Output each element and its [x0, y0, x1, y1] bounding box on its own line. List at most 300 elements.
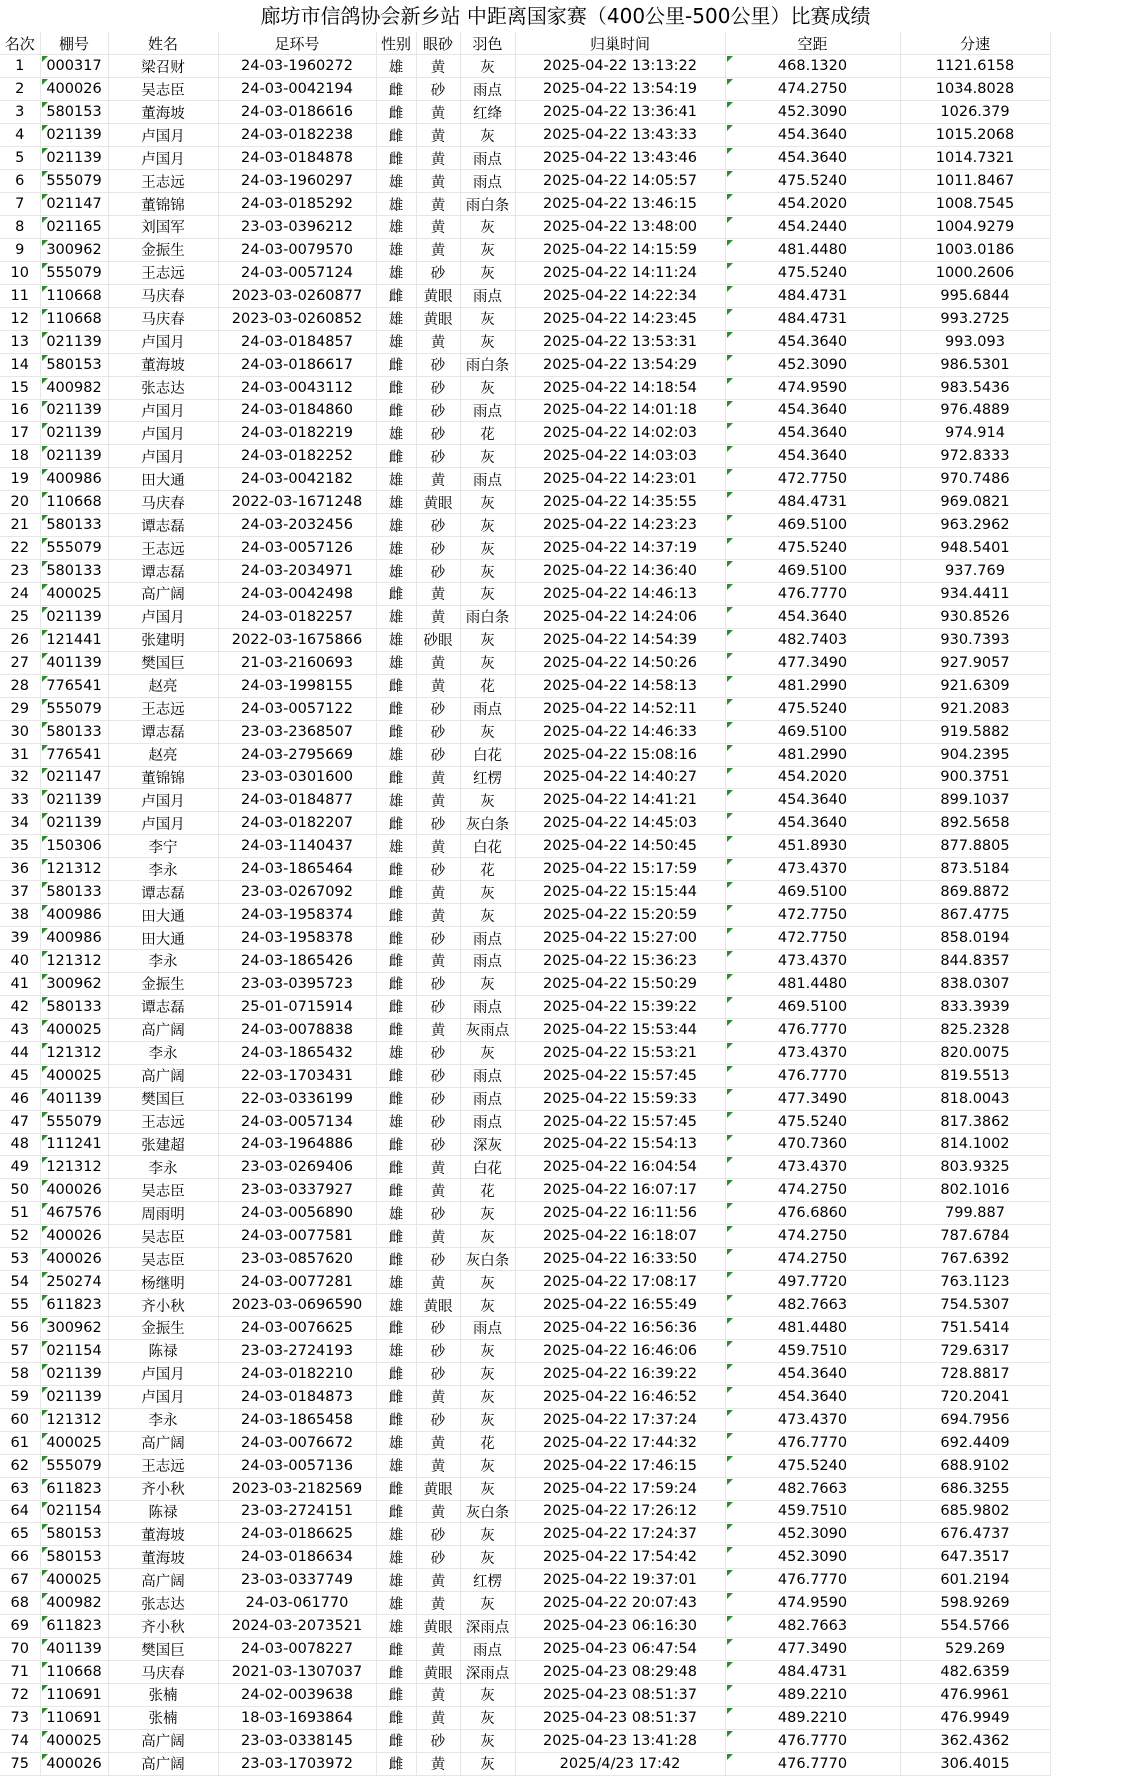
name-cell[interactable]: 陈禄: [108, 1500, 218, 1523]
speed-cell[interactable]: 476.9961: [900, 1684, 1050, 1707]
speed-cell[interactable]: 963.2962: [900, 514, 1050, 537]
speed-cell[interactable]: 986.5301: [900, 353, 1050, 376]
ring-cell[interactable]: 18-03-1693864: [218, 1706, 376, 1729]
color-cell[interactable]: 灰: [460, 238, 515, 261]
name-cell[interactable]: 谭志磊: [108, 560, 218, 583]
sex-cell[interactable]: 雄: [376, 651, 416, 674]
color-cell[interactable]: 灰: [460, 720, 515, 743]
eye-cell[interactable]: 砂: [416, 720, 460, 743]
speed-cell[interactable]: 833.3939: [900, 995, 1050, 1018]
eye-cell[interactable]: 黄: [416, 1156, 460, 1179]
arrival-cell[interactable]: 2025-04-22 16:07:17: [515, 1179, 725, 1202]
loft-cell[interactable]: 021139: [40, 330, 108, 353]
loft-cell[interactable]: 400026: [40, 1225, 108, 1248]
sex-cell[interactable]: 雌: [376, 1385, 416, 1408]
sex-cell[interactable]: 雌: [376, 1317, 416, 1340]
distance-cell[interactable]: 469.5100: [725, 560, 900, 583]
sex-cell[interactable]: 雄: [376, 1041, 416, 1064]
eye-cell[interactable]: 砂: [416, 514, 460, 537]
distance-cell[interactable]: 454.3640: [725, 1362, 900, 1385]
ring-cell[interactable]: 2023-03-0696590: [218, 1294, 376, 1317]
color-cell[interactable]: 灰: [460, 1294, 515, 1317]
speed-cell[interactable]: 799.887: [900, 1202, 1050, 1225]
arrival-cell[interactable]: 2025-04-22 15:17:59: [515, 858, 725, 881]
color-cell[interactable]: 灰: [460, 537, 515, 560]
color-cell[interactable]: 花: [460, 422, 515, 445]
sex-cell[interactable]: 雄: [376, 1271, 416, 1294]
loft-cell[interactable]: 021147: [40, 766, 108, 789]
distance-cell[interactable]: 452.3090: [725, 101, 900, 124]
name-cell[interactable]: 卢国月: [108, 399, 218, 422]
eye-cell[interactable]: 黄: [416, 835, 460, 858]
arrival-cell[interactable]: 2025-04-22 15:39:22: [515, 995, 725, 1018]
speed-cell[interactable]: 995.6844: [900, 284, 1050, 307]
rank-cell[interactable]: 55: [0, 1294, 40, 1317]
speed-cell[interactable]: 921.2083: [900, 697, 1050, 720]
arrival-cell[interactable]: 2025-04-22 14:46:33: [515, 720, 725, 743]
ring-cell[interactable]: 23-03-0338145: [218, 1729, 376, 1752]
speed-cell[interactable]: 919.5882: [900, 720, 1050, 743]
sex-cell[interactable]: 雌: [376, 1638, 416, 1661]
loft-cell[interactable]: 400025: [40, 1018, 108, 1041]
ring-cell[interactable]: 24-03-0057136: [218, 1454, 376, 1477]
sex-cell[interactable]: 雌: [376, 1752, 416, 1775]
speed-cell[interactable]: 937.769: [900, 560, 1050, 583]
ring-cell[interactable]: 24-03-0057124: [218, 261, 376, 284]
sex-cell[interactable]: 雌: [376, 1684, 416, 1707]
speed-cell[interactable]: 970.7486: [900, 468, 1050, 491]
name-cell[interactable]: 金振生: [108, 238, 218, 261]
rank-cell[interactable]: 62: [0, 1454, 40, 1477]
loft-cell[interactable]: 110668: [40, 1661, 108, 1684]
sex-cell[interactable]: 雌: [376, 1133, 416, 1156]
loft-cell[interactable]: 121312: [40, 1408, 108, 1431]
color-cell[interactable]: 灰: [460, 560, 515, 583]
rank-cell[interactable]: 40: [0, 950, 40, 973]
rank-cell[interactable]: 66: [0, 1546, 40, 1569]
eye-cell[interactable]: 砂: [416, 743, 460, 766]
distance-cell[interactable]: 454.3640: [725, 445, 900, 468]
distance-cell[interactable]: 454.3640: [725, 1385, 900, 1408]
ring-cell[interactable]: 24-03-1960272: [218, 55, 376, 78]
speed-cell[interactable]: 825.2328: [900, 1018, 1050, 1041]
ring-cell[interactable]: 23-03-2368507: [218, 720, 376, 743]
rank-cell[interactable]: 3: [0, 101, 40, 124]
distance-cell[interactable]: 476.7770: [725, 1752, 900, 1775]
distance-cell[interactable]: 470.7360: [725, 1133, 900, 1156]
arrival-cell[interactable]: 2025-04-22 14:05:57: [515, 170, 725, 193]
distance-cell[interactable]: 475.5240: [725, 1454, 900, 1477]
eye-cell[interactable]: 黄: [416, 170, 460, 193]
arrival-cell[interactable]: 2025-04-22 14:23:45: [515, 307, 725, 330]
arrival-cell[interactable]: 2025-04-22 14:35:55: [515, 491, 725, 514]
eye-cell[interactable]: 黄眼: [416, 1661, 460, 1684]
sex-cell[interactable]: 雌: [376, 674, 416, 697]
sex-cell[interactable]: 雄: [376, 468, 416, 491]
name-cell[interactable]: 卢国月: [108, 1362, 218, 1385]
speed-cell[interactable]: 729.6317: [900, 1339, 1050, 1362]
speed-cell[interactable]: 1034.8028: [900, 78, 1050, 101]
name-cell[interactable]: 马庆春: [108, 491, 218, 514]
name-cell[interactable]: 齐小秋: [108, 1615, 218, 1638]
eye-cell[interactable]: 黄: [416, 950, 460, 973]
distance-cell[interactable]: 473.4370: [725, 950, 900, 973]
speed-cell[interactable]: 720.2041: [900, 1385, 1050, 1408]
name-cell[interactable]: 金振生: [108, 972, 218, 995]
color-cell[interactable]: 灰: [460, 330, 515, 353]
loft-cell[interactable]: 021139: [40, 124, 108, 147]
rank-cell[interactable]: 58: [0, 1362, 40, 1385]
col-header-distance[interactable]: 空距: [725, 32, 900, 55]
loft-cell[interactable]: 110668: [40, 491, 108, 514]
sex-cell[interactable]: 雌: [376, 1477, 416, 1500]
loft-cell[interactable]: 580133: [40, 995, 108, 1018]
ring-cell[interactable]: 24-03-0078227: [218, 1638, 376, 1661]
color-cell[interactable]: 雨白条: [460, 605, 515, 628]
arrival-cell[interactable]: 2025-04-22 14:45:03: [515, 812, 725, 835]
arrival-cell[interactable]: 2025-04-22 13:54:19: [515, 78, 725, 101]
name-cell[interactable]: 王志远: [108, 170, 218, 193]
speed-cell[interactable]: 1004.9279: [900, 216, 1050, 239]
distance-cell[interactable]: 476.6860: [725, 1202, 900, 1225]
arrival-cell[interactable]: 2025-04-22 14:36:40: [515, 560, 725, 583]
speed-cell[interactable]: 1000.2606: [900, 261, 1050, 284]
color-cell[interactable]: 灰: [460, 628, 515, 651]
rank-cell[interactable]: 15: [0, 376, 40, 399]
arrival-cell[interactable]: 2025-04-22 16:56:36: [515, 1317, 725, 1340]
distance-cell[interactable]: 454.3640: [725, 812, 900, 835]
distance-cell[interactable]: 484.4731: [725, 307, 900, 330]
col-header-loft[interactable]: 棚号: [40, 32, 108, 55]
distance-cell[interactable]: 454.3640: [725, 330, 900, 353]
ring-cell[interactable]: 24-03-0057122: [218, 697, 376, 720]
rank-cell[interactable]: 37: [0, 881, 40, 904]
eye-cell[interactable]: 砂眼: [416, 628, 460, 651]
loft-cell[interactable]: 021139: [40, 147, 108, 170]
speed-cell[interactable]: 983.5436: [900, 376, 1050, 399]
color-cell[interactable]: 灰: [460, 1408, 515, 1431]
eye-cell[interactable]: 砂: [416, 1317, 460, 1340]
rank-cell[interactable]: 45: [0, 1064, 40, 1087]
eye-cell[interactable]: 砂: [416, 1064, 460, 1087]
distance-cell[interactable]: 476.7770: [725, 1729, 900, 1752]
arrival-cell[interactable]: 2025-04-22 20:07:43: [515, 1592, 725, 1615]
loft-cell[interactable]: 121312: [40, 1156, 108, 1179]
color-cell[interactable]: 灰: [460, 1523, 515, 1546]
loft-cell[interactable]: 110668: [40, 307, 108, 330]
loft-cell[interactable]: 611823: [40, 1477, 108, 1500]
color-cell[interactable]: 灰白条: [460, 1500, 515, 1523]
distance-cell[interactable]: 475.5240: [725, 697, 900, 720]
distance-cell[interactable]: 476.7770: [725, 1018, 900, 1041]
speed-cell[interactable]: 763.1123: [900, 1271, 1050, 1294]
rank-cell[interactable]: 23: [0, 560, 40, 583]
rank-cell[interactable]: 57: [0, 1339, 40, 1362]
name-cell[interactable]: 吴志臣: [108, 1225, 218, 1248]
sex-cell[interactable]: 雄: [376, 514, 416, 537]
loft-cell[interactable]: 580153: [40, 353, 108, 376]
rank-cell[interactable]: 2: [0, 78, 40, 101]
loft-cell[interactable]: 400982: [40, 1592, 108, 1615]
color-cell[interactable]: 灰: [460, 307, 515, 330]
distance-cell[interactable]: 473.4370: [725, 858, 900, 881]
color-cell[interactable]: 红楞: [460, 1569, 515, 1592]
arrival-cell[interactable]: 2025-04-22 14:02:03: [515, 422, 725, 445]
distance-cell[interactable]: 477.3490: [725, 651, 900, 674]
color-cell[interactable]: 雨点: [460, 697, 515, 720]
name-cell[interactable]: 王志远: [108, 697, 218, 720]
col-header-speed[interactable]: 分速: [900, 32, 1050, 55]
speed-cell[interactable]: 476.9949: [900, 1706, 1050, 1729]
distance-cell[interactable]: 473.4370: [725, 1156, 900, 1179]
rank-cell[interactable]: 50: [0, 1179, 40, 1202]
distance-cell[interactable]: 472.7750: [725, 927, 900, 950]
arrival-cell[interactable]: 2025-04-22 14:41:21: [515, 789, 725, 812]
distance-cell[interactable]: 481.4480: [725, 238, 900, 261]
sex-cell[interactable]: 雄: [376, 605, 416, 628]
sex-cell[interactable]: 雄: [376, 1339, 416, 1362]
speed-cell[interactable]: 814.1002: [900, 1133, 1050, 1156]
distance-cell[interactable]: 476.7770: [725, 583, 900, 606]
ring-cell[interactable]: 23-03-0395723: [218, 972, 376, 995]
rank-cell[interactable]: 49: [0, 1156, 40, 1179]
rank-cell[interactable]: 36: [0, 858, 40, 881]
eye-cell[interactable]: 黄: [416, 1271, 460, 1294]
arrival-cell[interactable]: 2025-04-22 16:46:06: [515, 1339, 725, 1362]
speed-cell[interactable]: 993.093: [900, 330, 1050, 353]
eye-cell[interactable]: 黄: [416, 1684, 460, 1707]
color-cell[interactable]: 雨点: [460, 927, 515, 950]
loft-cell[interactable]: 580133: [40, 560, 108, 583]
col-header-arrival[interactable]: 归巢时间: [515, 32, 725, 55]
color-cell[interactable]: 灰: [460, 1684, 515, 1707]
loft-cell[interactable]: 400025: [40, 1569, 108, 1592]
distance-cell[interactable]: 477.3490: [725, 1638, 900, 1661]
rank-cell[interactable]: 75: [0, 1752, 40, 1775]
color-cell[interactable]: 灰: [460, 651, 515, 674]
sex-cell[interactable]: 雌: [376, 995, 416, 1018]
speed-cell[interactable]: 838.0307: [900, 972, 1050, 995]
loft-cell[interactable]: 021139: [40, 399, 108, 422]
arrival-cell[interactable]: 2025-04-22 14:52:11: [515, 697, 725, 720]
sex-cell[interactable]: 雌: [376, 881, 416, 904]
distance-cell[interactable]: 454.3640: [725, 422, 900, 445]
eye-cell[interactable]: 黄: [416, 468, 460, 491]
sex-cell[interactable]: 雌: [376, 1179, 416, 1202]
ring-cell[interactable]: 24-03-0079570: [218, 238, 376, 261]
distance-cell[interactable]: 454.3640: [725, 605, 900, 628]
arrival-cell[interactable]: 2025-04-22 16:46:52: [515, 1385, 725, 1408]
eye-cell[interactable]: 砂: [416, 1339, 460, 1362]
rank-cell[interactable]: 72: [0, 1684, 40, 1707]
rank-cell[interactable]: 65: [0, 1523, 40, 1546]
ring-cell[interactable]: 24-03-0184878: [218, 147, 376, 170]
speed-cell[interactable]: 1008.7545: [900, 193, 1050, 216]
rank-cell[interactable]: 69: [0, 1615, 40, 1638]
eye-cell[interactable]: 黄眼: [416, 1477, 460, 1500]
speed-cell[interactable]: 844.8357: [900, 950, 1050, 973]
sex-cell[interactable]: 雌: [376, 812, 416, 835]
color-cell[interactable]: 白花: [460, 835, 515, 858]
distance-cell[interactable]: 451.8930: [725, 835, 900, 858]
distance-cell[interactable]: 474.9590: [725, 1592, 900, 1615]
sex-cell[interactable]: 雌: [376, 353, 416, 376]
arrival-cell[interactable]: 2025-04-22 14:24:06: [515, 605, 725, 628]
color-cell[interactable]: 雨点: [460, 78, 515, 101]
distance-cell[interactable]: 484.4731: [725, 284, 900, 307]
loft-cell[interactable]: 555079: [40, 170, 108, 193]
arrival-cell[interactable]: 2025-04-22 14:15:59: [515, 238, 725, 261]
speed-cell[interactable]: 685.9802: [900, 1500, 1050, 1523]
col-header-name[interactable]: 姓名: [108, 32, 218, 55]
distance-cell[interactable]: 459.7510: [725, 1500, 900, 1523]
ring-cell[interactable]: 21-03-2160693: [218, 651, 376, 674]
sex-cell[interactable]: 雌: [376, 1408, 416, 1431]
color-cell[interactable]: 雨白条: [460, 353, 515, 376]
speed-cell[interactable]: 754.5307: [900, 1294, 1050, 1317]
color-cell[interactable]: 灰: [460, 1041, 515, 1064]
loft-cell[interactable]: 400025: [40, 1431, 108, 1454]
sex-cell[interactable]: 雌: [376, 904, 416, 927]
ring-cell[interactable]: 2021-03-1307037: [218, 1661, 376, 1684]
distance-cell[interactable]: 472.7750: [725, 468, 900, 491]
eye-cell[interactable]: 黄眼: [416, 491, 460, 514]
rank-cell[interactable]: 9: [0, 238, 40, 261]
speed-cell[interactable]: 858.0194: [900, 927, 1050, 950]
ring-cell[interactable]: 23-03-0267092: [218, 881, 376, 904]
name-cell[interactable]: 樊国巨: [108, 1638, 218, 1661]
name-cell[interactable]: 马庆春: [108, 284, 218, 307]
name-cell[interactable]: 周雨明: [108, 1202, 218, 1225]
sex-cell[interactable]: 雄: [376, 330, 416, 353]
loft-cell[interactable]: 021139: [40, 605, 108, 628]
sex-cell[interactable]: 雌: [376, 1087, 416, 1110]
loft-cell[interactable]: 400026: [40, 78, 108, 101]
rank-cell[interactable]: 21: [0, 514, 40, 537]
name-cell[interactable]: 李永: [108, 1156, 218, 1179]
ring-cell[interactable]: 24-03-0184873: [218, 1385, 376, 1408]
distance-cell[interactable]: 475.5240: [725, 537, 900, 560]
eye-cell[interactable]: 砂: [416, 858, 460, 881]
arrival-cell[interactable]: 2025-04-22 17:44:32: [515, 1431, 725, 1454]
color-cell[interactable]: 雨点: [460, 1087, 515, 1110]
color-cell[interactable]: 雨点: [460, 170, 515, 193]
speed-cell[interactable]: 1121.6158: [900, 55, 1050, 78]
speed-cell[interactable]: 601.2194: [900, 1569, 1050, 1592]
arrival-cell[interactable]: 2025-04-22 14:46:13: [515, 583, 725, 606]
loft-cell[interactable]: 400026: [40, 1248, 108, 1271]
sex-cell[interactable]: 雌: [376, 1064, 416, 1087]
loft-cell[interactable]: 400026: [40, 1179, 108, 1202]
name-cell[interactable]: 董海坡: [108, 1523, 218, 1546]
col-header-sex[interactable]: 性别: [376, 32, 416, 55]
ring-cell[interactable]: 24-03-0186625: [218, 1523, 376, 1546]
arrival-cell[interactable]: 2025-04-22 16:39:22: [515, 1362, 725, 1385]
ring-cell[interactable]: 2022-03-1675866: [218, 628, 376, 651]
color-cell[interactable]: 雨点: [460, 284, 515, 307]
name-cell[interactable]: 赵亮: [108, 743, 218, 766]
color-cell[interactable]: 灰: [460, 55, 515, 78]
eye-cell[interactable]: 黄: [416, 674, 460, 697]
loft-cell[interactable]: 021165: [40, 216, 108, 239]
arrival-cell[interactable]: 2025-04-22 15:20:59: [515, 904, 725, 927]
speed-cell[interactable]: 969.0821: [900, 491, 1050, 514]
sex-cell[interactable]: 雄: [376, 1569, 416, 1592]
speed-cell[interactable]: 877.8805: [900, 835, 1050, 858]
distance-cell[interactable]: 474.2750: [725, 78, 900, 101]
color-cell[interactable]: 灰: [460, 514, 515, 537]
sex-cell[interactable]: 雄: [376, 1454, 416, 1477]
name-cell[interactable]: 高广阔: [108, 1729, 218, 1752]
rank-cell[interactable]: 33: [0, 789, 40, 812]
sex-cell[interactable]: 雌: [376, 766, 416, 789]
sex-cell[interactable]: 雌: [376, 1500, 416, 1523]
arrival-cell[interactable]: 2025-04-22 15:59:33: [515, 1087, 725, 1110]
rank-cell[interactable]: 59: [0, 1385, 40, 1408]
name-cell[interactable]: 田大通: [108, 927, 218, 950]
eye-cell[interactable]: 砂: [416, 1408, 460, 1431]
sex-cell[interactable]: 雄: [376, 261, 416, 284]
name-cell[interactable]: 高广阔: [108, 1569, 218, 1592]
color-cell[interactable]: 雨点: [460, 1638, 515, 1661]
arrival-cell[interactable]: 2025-04-22 13:53:31: [515, 330, 725, 353]
arrival-cell[interactable]: 2025-04-22 19:37:01: [515, 1569, 725, 1592]
sex-cell[interactable]: 雌: [376, 720, 416, 743]
name-cell[interactable]: 卢国月: [108, 422, 218, 445]
eye-cell[interactable]: 砂: [416, 1523, 460, 1546]
name-cell[interactable]: 卢国月: [108, 1385, 218, 1408]
distance-cell[interactable]: 454.3640: [725, 789, 900, 812]
sex-cell[interactable]: 雄: [376, 1110, 416, 1133]
color-cell[interactable]: 灰: [460, 216, 515, 239]
color-cell[interactable]: 灰白条: [460, 812, 515, 835]
loft-cell[interactable]: 580153: [40, 101, 108, 124]
speed-cell[interactable]: 803.9325: [900, 1156, 1050, 1179]
distance-cell[interactable]: 484.4731: [725, 1661, 900, 1684]
distance-cell[interactable]: 475.5240: [725, 1110, 900, 1133]
name-cell[interactable]: 王志远: [108, 261, 218, 284]
rank-cell[interactable]: 10: [0, 261, 40, 284]
rank-cell[interactable]: 6: [0, 170, 40, 193]
rank-cell[interactable]: 52: [0, 1225, 40, 1248]
name-cell[interactable]: 李永: [108, 1408, 218, 1431]
ring-cell[interactable]: 2023-03-0260877: [218, 284, 376, 307]
eye-cell[interactable]: 黄: [416, 583, 460, 606]
speed-cell[interactable]: 688.9102: [900, 1454, 1050, 1477]
arrival-cell[interactable]: 2025-04-22 15:36:23: [515, 950, 725, 973]
eye-cell[interactable]: 黄: [416, 147, 460, 170]
eye-cell[interactable]: 砂: [416, 445, 460, 468]
arrival-cell[interactable]: 2025-04-22 13:48:00: [515, 216, 725, 239]
name-cell[interactable]: 董锦锦: [108, 766, 218, 789]
speed-cell[interactable]: 869.8872: [900, 881, 1050, 904]
speed-cell[interactable]: 802.1016: [900, 1179, 1050, 1202]
rank-cell[interactable]: 42: [0, 995, 40, 1018]
loft-cell[interactable]: 401139: [40, 1087, 108, 1110]
color-cell[interactable]: 雨点: [460, 399, 515, 422]
speed-cell[interactable]: 873.5184: [900, 858, 1050, 881]
ring-cell[interactable]: 24-03-0042182: [218, 468, 376, 491]
rank-cell[interactable]: 30: [0, 720, 40, 743]
sex-cell[interactable]: 雄: [376, 1294, 416, 1317]
loft-cell[interactable]: 121441: [40, 628, 108, 651]
arrival-cell[interactable]: 2025-04-22 15:57:45: [515, 1064, 725, 1087]
loft-cell[interactable]: 611823: [40, 1615, 108, 1638]
rank-cell[interactable]: 64: [0, 1500, 40, 1523]
sex-cell[interactable]: 雌: [376, 284, 416, 307]
ring-cell[interactable]: 24-03-0185292: [218, 193, 376, 216]
rank-cell[interactable]: 43: [0, 1018, 40, 1041]
